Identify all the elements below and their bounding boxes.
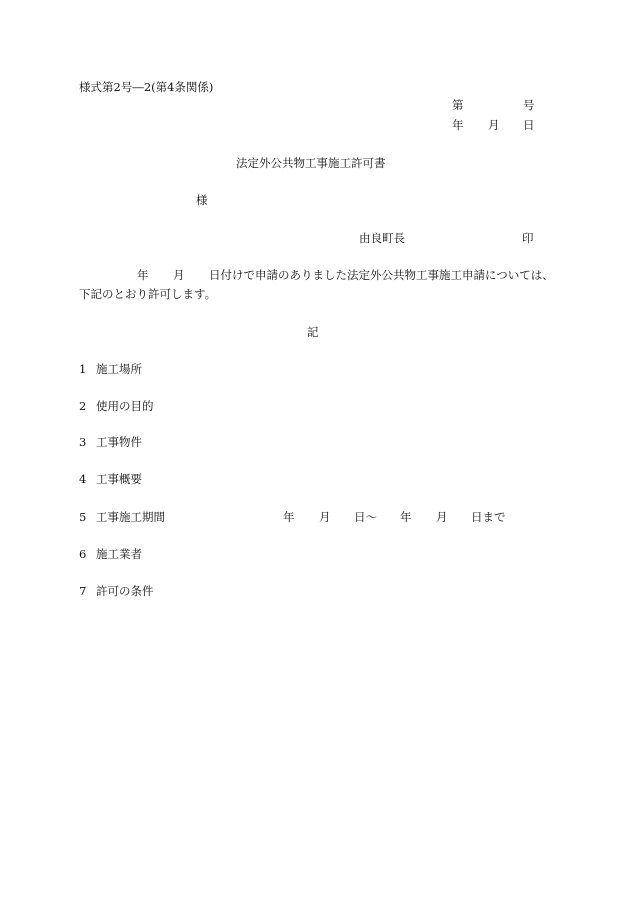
seal-mark: 印 bbox=[522, 231, 534, 245]
item-number: 4 bbox=[79, 472, 87, 486]
item-label: 使用の目的 bbox=[96, 399, 154, 413]
period-month-end: 月 bbox=[436, 510, 448, 524]
period-year-start: 年 bbox=[283, 510, 295, 524]
period-month-start: 月 bbox=[319, 510, 331, 524]
item-label: 工事物件 bbox=[96, 435, 142, 449]
item-label: 工事概要 bbox=[96, 472, 142, 486]
addressee-suffix: 様 bbox=[196, 193, 208, 207]
number-prefix: 第 bbox=[452, 98, 464, 112]
date-year: 年 bbox=[452, 118, 464, 132]
ki-heading: 記 bbox=[307, 325, 319, 339]
issuer-name: 由良町長 bbox=[359, 231, 405, 245]
item-number: 1 bbox=[79, 362, 87, 376]
date-month: 月 bbox=[488, 118, 500, 132]
item-number: 6 bbox=[79, 547, 87, 561]
form-label: 様式第2号―2(第4条関係) bbox=[79, 80, 214, 94]
body-line1: 日付けで申請のありました法定外公共物工事施工申請については、 bbox=[209, 268, 554, 282]
item-number: 5 bbox=[79, 510, 87, 524]
period-day-end: 日まで bbox=[471, 510, 506, 524]
item-number: 2 bbox=[79, 399, 87, 413]
period-year-end: 年 bbox=[400, 510, 412, 524]
item-number: 3 bbox=[79, 435, 87, 449]
item-number: 7 bbox=[79, 584, 87, 598]
date-day: 日 bbox=[523, 118, 535, 132]
body-month: 月 bbox=[173, 268, 185, 282]
item-label: 工事施工期間 bbox=[96, 510, 165, 524]
number-suffix: 号 bbox=[523, 98, 535, 112]
body-year: 年 bbox=[137, 268, 149, 282]
item-label: 許可の条件 bbox=[96, 584, 154, 598]
item-label: 施工業者 bbox=[96, 547, 142, 561]
item-label: 施工場所 bbox=[96, 362, 142, 376]
document-title: 法定外公共物工事施工許可書 bbox=[236, 156, 386, 170]
period-day-start: 日～ bbox=[354, 510, 377, 524]
body-line2: 下記のとおり許可します。 bbox=[79, 287, 217, 301]
